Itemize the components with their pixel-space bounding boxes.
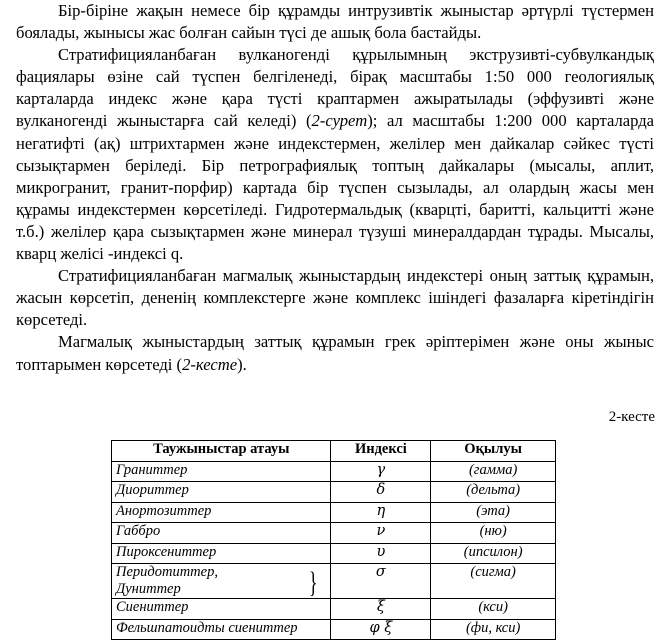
- rock-index: ξ: [331, 599, 431, 620]
- paragraph-4: [16, 331, 654, 375]
- table-row: [112, 482, 556, 503]
- rock-name: Пироксениттер: [112, 543, 331, 564]
- table-row: [112, 461, 556, 482]
- rock-index: υ: [331, 543, 431, 564]
- rock-reading: (эта): [431, 502, 556, 523]
- rock-name: Перидотиттер,: [116, 564, 218, 580]
- header-reading: Оқылуы: [431, 441, 556, 462]
- rock-index: γ: [331, 461, 431, 482]
- table-header-row: [112, 441, 556, 462]
- rock-name-group: [112, 564, 331, 599]
- rock-name: Анортозиттер: [112, 502, 331, 523]
- rock-index: σ: [331, 564, 431, 599]
- rock-name: Граниттер: [112, 461, 331, 482]
- header-index: Индексі: [331, 441, 431, 462]
- table-label: 2-кесте: [608, 409, 655, 425]
- rock-reading: (ню): [431, 523, 556, 544]
- rock-index: δ: [331, 482, 431, 503]
- rock-reading: (ипсилон): [431, 543, 556, 564]
- table-row: [112, 523, 556, 544]
- table-reference: 2-кесте: [182, 354, 238, 374]
- rock-name: Диориттер: [112, 482, 331, 503]
- table-row: [112, 619, 556, 640]
- rock-name: Фельшпатоидты сиениттер: [112, 619, 331, 640]
- rock-reading: (гамма): [431, 461, 556, 482]
- header-rock-name: Таужыныстар атауы: [112, 441, 331, 462]
- paragraph-1: Бір-біріне жақын немесе бір құрамды интрузивтік жыныстар әртүрлі түстермен боялады, жынысы жас болған сайын түсі де ашық бола бастайды.: [16, 1, 654, 43]
- table-row: [112, 502, 556, 523]
- table-row: [112, 599, 556, 620]
- rock-reading: (сигма): [431, 564, 556, 599]
- rock-reading: (дельта): [431, 482, 556, 503]
- figure-reference: 2-сурет: [311, 111, 368, 131]
- paragraph-4-start: Магмалық жыныстардың заттық құрамын грек әріптерімен және оны жыныс топтарымен көрсетеді (: [16, 332, 654, 374]
- rock-reading: (кси): [431, 599, 556, 620]
- rock-reading: (фи, кси): [431, 619, 556, 640]
- brace-icon: }: [308, 566, 318, 599]
- rock-index: η: [331, 502, 431, 523]
- paragraph-2-rest: ); ал масштабы 1:200 000 карталарда негатифті (ақ) штрихтармен және индекстермен, желілер мен дайкалар сәйкес түсті сызықтармен беріледі. Бір петрографиялық топтың дайкалары (мысалы, аплит, микрогранит, гранит-порфир) картада бір түспен сызылады, ал олардың жасы мен құрамы индекстермен көрсетіледі. Гидротермальдық (кварцті, баритті, кальцитті және т.б.) желілер қара сызықтармен және минерал түзуші минералдардан тұрады. Мысалы, кварц желісі -индексі q.: [16, 111, 654, 264]
- table-row: [112, 564, 556, 599]
- rock-index: φ ξ: [331, 619, 431, 640]
- body-text: [16, 0, 654, 376]
- rock-name: Сиениттер: [112, 599, 331, 620]
- paragraph-4-end: ).: [237, 354, 247, 374]
- table-row: [112, 543, 556, 564]
- rock-index: ν: [331, 523, 431, 544]
- rock-name: Дуниттер: [116, 581, 181, 597]
- paragraph-3: Стратифицияланбаған магмалық жыныстардың индекстері оның заттық құрамын, жасын көрсетіп, дененің комплекстерге және комплекс ішіндегі фазаларға кіретіндігін көрсетеді.: [16, 266, 654, 330]
- rock-name: Габбро: [112, 523, 331, 544]
- paragraph-2-start: Стратифицияланбаған вулканогенді құрылымның экструзивті-субвулкандық фациялары өзіне сай түспен белгіленеді, бірақ масштабы 1:50 000 геологиялық карталарда индекс және қара түсті краптармен ажыратылады (эффузивті және вулканогенді жыныстарға сай келеді) (: [16, 45, 654, 131]
- rock-index-table: [111, 440, 556, 640]
- paragraph-2: [16, 44, 654, 265]
